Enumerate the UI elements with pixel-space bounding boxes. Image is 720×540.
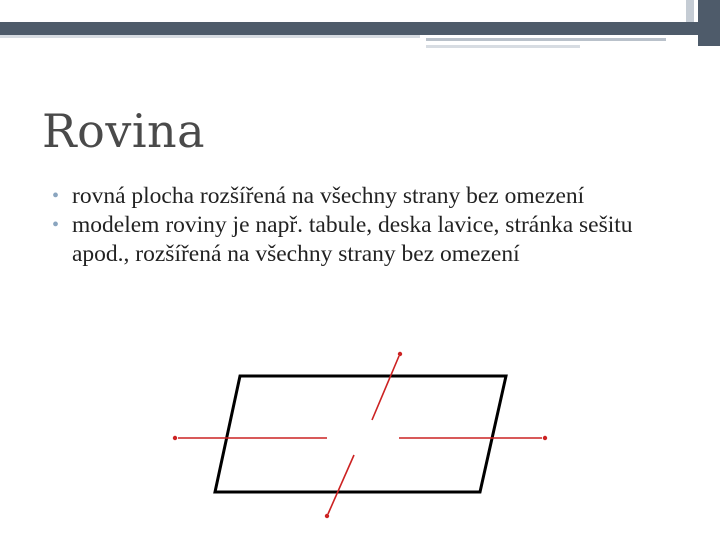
- bullet-text: modelem roviny je např. tabule, deska lavice, stránka sešitu apod., rozšířená na všechny strany bez omezení: [72, 212, 633, 267]
- bullet-dot-icon: •: [52, 214, 60, 236]
- slide-title: Rovina: [42, 104, 206, 158]
- plane-parallelogram: [215, 376, 506, 492]
- arrow-left-icon: [173, 436, 327, 440]
- arrow-down-icon: [325, 455, 354, 518]
- bullet-text: rovná plocha rozšířená na všechny strany bez omezení: [72, 183, 585, 209]
- arrow-right-icon: [399, 436, 547, 440]
- bullet-dot-icon: •: [52, 185, 60, 207]
- arrow-up-icon: [372, 352, 402, 420]
